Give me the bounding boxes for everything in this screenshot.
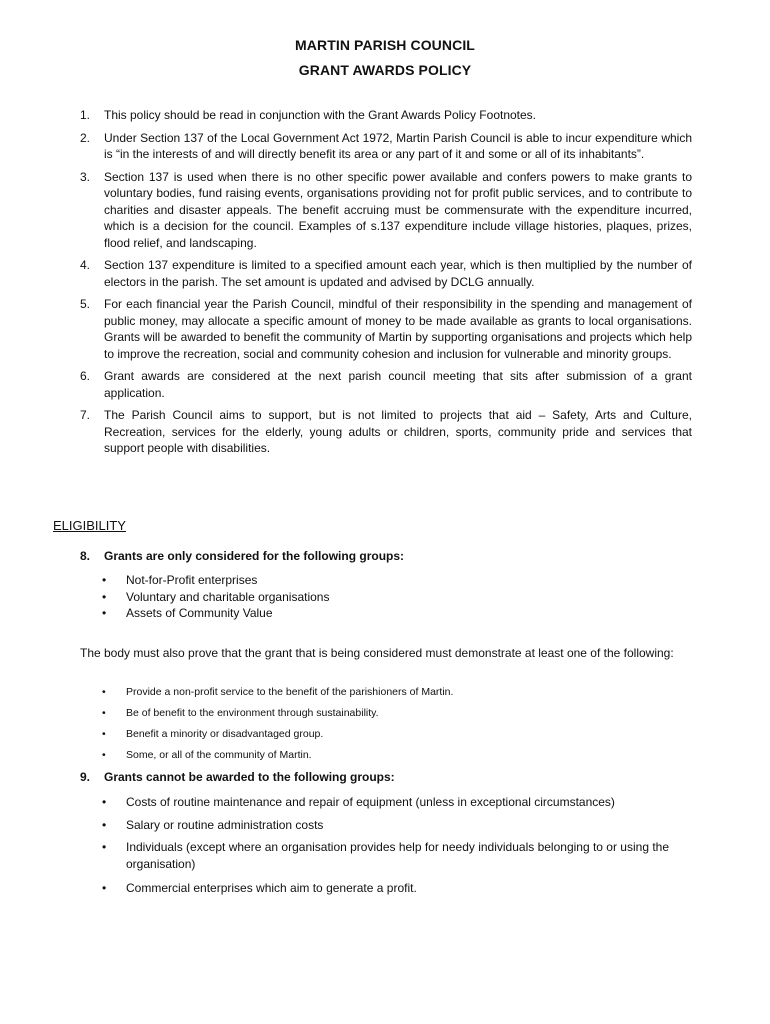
item-number: 4. xyxy=(80,258,91,272)
list-item: • Assets of Community Value xyxy=(102,606,273,620)
policy-list xyxy=(80,107,692,463)
exclusions-list xyxy=(80,794,692,897)
bullet: • xyxy=(102,606,107,620)
policy-item xyxy=(80,257,692,290)
item-8-heading xyxy=(80,549,692,563)
policy-item xyxy=(80,169,692,252)
bullet: • xyxy=(102,573,107,587)
eligibility-heading: ELIGIBILITY xyxy=(53,518,126,533)
item-text: This policy should be read in conjunction with the Grant Awards Policy Footnotes. xyxy=(104,108,537,122)
list-item: • Benefit a minority or disadvantaged group. xyxy=(80,726,692,743)
bullet: • xyxy=(102,795,107,809)
item-number: 5. xyxy=(80,297,91,311)
item-number: 2. xyxy=(80,130,91,145)
bullet: • xyxy=(102,728,106,740)
list-item: • Individuals (except where an organisation provides help for needy individuals belonging to or using the organisation) xyxy=(102,840,670,871)
bullet: • xyxy=(102,589,107,604)
bullet: • xyxy=(102,707,106,719)
item-text: Section 137 expenditure is limited to a specified amount each year, which is then multiplied by the number of electors in the parish. The set amount is updated and advised by DCLG annually. xyxy=(104,258,692,289)
item-text: Section 137 is used when there is no other specific power available and confers powers to make grants to voluntary bodies, fund raising events, organisations providing not for profit public services, and to contribute to charities and disaster appeals. The benefit accruing must be commensurate with the expenditure incurred, which is a decision for the council. Examples of s.137 expenditure include village histories, plaques, prizes, flood relief, and landscaping. xyxy=(104,169,692,250)
list-item: • Commercial enterprises which aim to generate a profit. xyxy=(102,881,417,895)
policy-item xyxy=(80,296,692,362)
bullet: • xyxy=(102,840,107,854)
eligible-groups-list xyxy=(80,572,692,622)
item-text: For each financial year the Parish Council, mindful of their responsibility in the spending and management of public money, may allocate a specific amount of money to be made available as grants to local organisations. Grants will be awarded to benefit the community of Martin by supporting organisations and projects which help to improve the recreation, social and community cohesion and inclusion for vulnerable and minority groups. xyxy=(104,297,692,361)
item-text: The Parish Council aims to support, but is not limited to projects that aid – Safety, Arts and Culture, Recreation, services for the elderly, young adults or children, sports, community pride and services that support people with disabilities. xyxy=(104,408,692,455)
eligibility-body-text: The body must also prove that the grant that is being considered must demonstrate at least one of the following: xyxy=(80,646,674,660)
bullet: • xyxy=(102,749,106,761)
list-item: • Some, or all of the community of Martin. xyxy=(80,747,692,764)
list-item: • Costs of routine maintenance and repair of equipment (unless in exceptional circumstances) xyxy=(102,795,615,809)
bullet: • xyxy=(102,881,107,895)
bullet: • xyxy=(102,686,106,698)
item-text: Grants cannot be awarded to the following groups: xyxy=(104,770,395,784)
item-number: 7. xyxy=(80,408,91,422)
item-text: Grants are only considered for the following groups: xyxy=(104,549,405,563)
policy-item xyxy=(80,368,692,401)
item-number: 3. xyxy=(80,169,91,184)
item-number: 6. xyxy=(80,369,91,383)
list-item: • Voluntary and charitable organisations xyxy=(102,589,330,604)
item-number: 9. xyxy=(80,770,91,784)
policy-item xyxy=(80,130,692,163)
list-item: • Be of benefit to the environment through sustainability. xyxy=(80,705,692,722)
criteria-list xyxy=(80,684,692,764)
item-number: 8. xyxy=(80,549,91,563)
item-9-heading xyxy=(80,770,692,784)
list-item: • Salary or routine administration costs xyxy=(102,817,324,832)
list-item: • Not-for-Profit enterprises xyxy=(102,573,258,587)
policy-item xyxy=(80,107,692,124)
list-item: • Provide a non-profit service to the benefit of the parishioners of Martin. xyxy=(80,684,692,701)
council-title: MARTIN PARISH COUNCIL xyxy=(295,37,475,53)
policy-item xyxy=(80,407,692,457)
item-number: 1. xyxy=(80,108,91,122)
item-text: Under Section 137 of the Local Government Act 1972, Martin Parish Council is able to incur expenditure which is “in the interests of and will directly benefit its area or any part of it and some or all of its inhabitants”. xyxy=(104,130,692,161)
bullet: • xyxy=(102,817,107,832)
policy-title: GRANT AWARDS POLICY xyxy=(298,62,472,78)
item-text: Grant awards are considered at the next parish council meeting that sits after submission of a grant application. xyxy=(104,369,692,400)
